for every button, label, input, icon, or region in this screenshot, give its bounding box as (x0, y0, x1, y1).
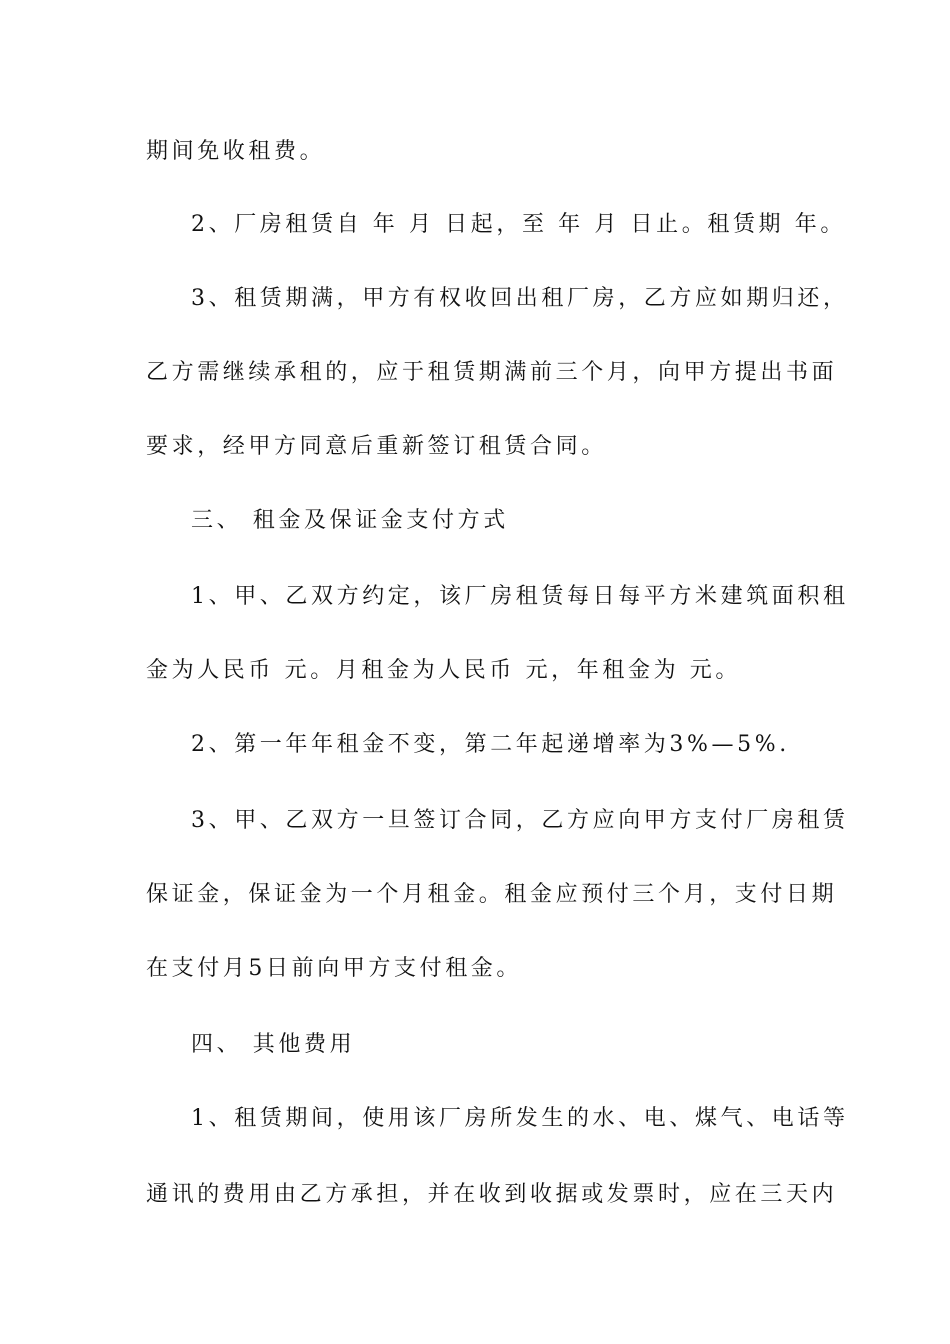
text-line: 1、租赁期间，使用该厂房所发生的水、电、煤气、电话等 (191, 1106, 849, 1131)
text-line: 要求，经甲方同意后重新签订租赁合同。 (146, 434, 607, 459)
text-line: 乙方需继续承租的，应于租赁期满前三个月，向甲方提出书面 (146, 360, 838, 385)
section-heading: 四、 其他费用 (191, 1032, 356, 1057)
text-line: 期间免收租费。 (146, 139, 326, 164)
text-line: 通讯的费用由乙方承担，并在收到收据或发票时，应在三天内 (146, 1182, 838, 1207)
text-line: 金为人民币 元。月租金为人民币 元，年租金为 元。 (146, 658, 741, 683)
text-line: 2、厂房租赁自 年 月 日起，至 年 月 日止。租赁期 年。 (191, 212, 846, 237)
text-line: 3、租赁期满，甲方有权收回出租厂房，乙方应如期归还， (191, 286, 849, 311)
text-line: 保证金，保证金为一个月租金。租金应预付三个月，支付日期 (146, 882, 838, 907)
text-line: 3、甲、乙双方一旦签订合同，乙方应向甲方支付厂房租赁 (191, 808, 849, 833)
text-line: 2、第一年年租金不变，第二年起递增率为3%—5%. (191, 732, 790, 757)
section-heading: 三、 租金及保证金支付方式 (191, 508, 509, 533)
text-line: 在支付月5日前向甲方支付租金。 (146, 956, 522, 981)
text-line: 1、甲、乙双方约定，该厂房租赁每日每平方米建筑面积租 (191, 584, 849, 609)
